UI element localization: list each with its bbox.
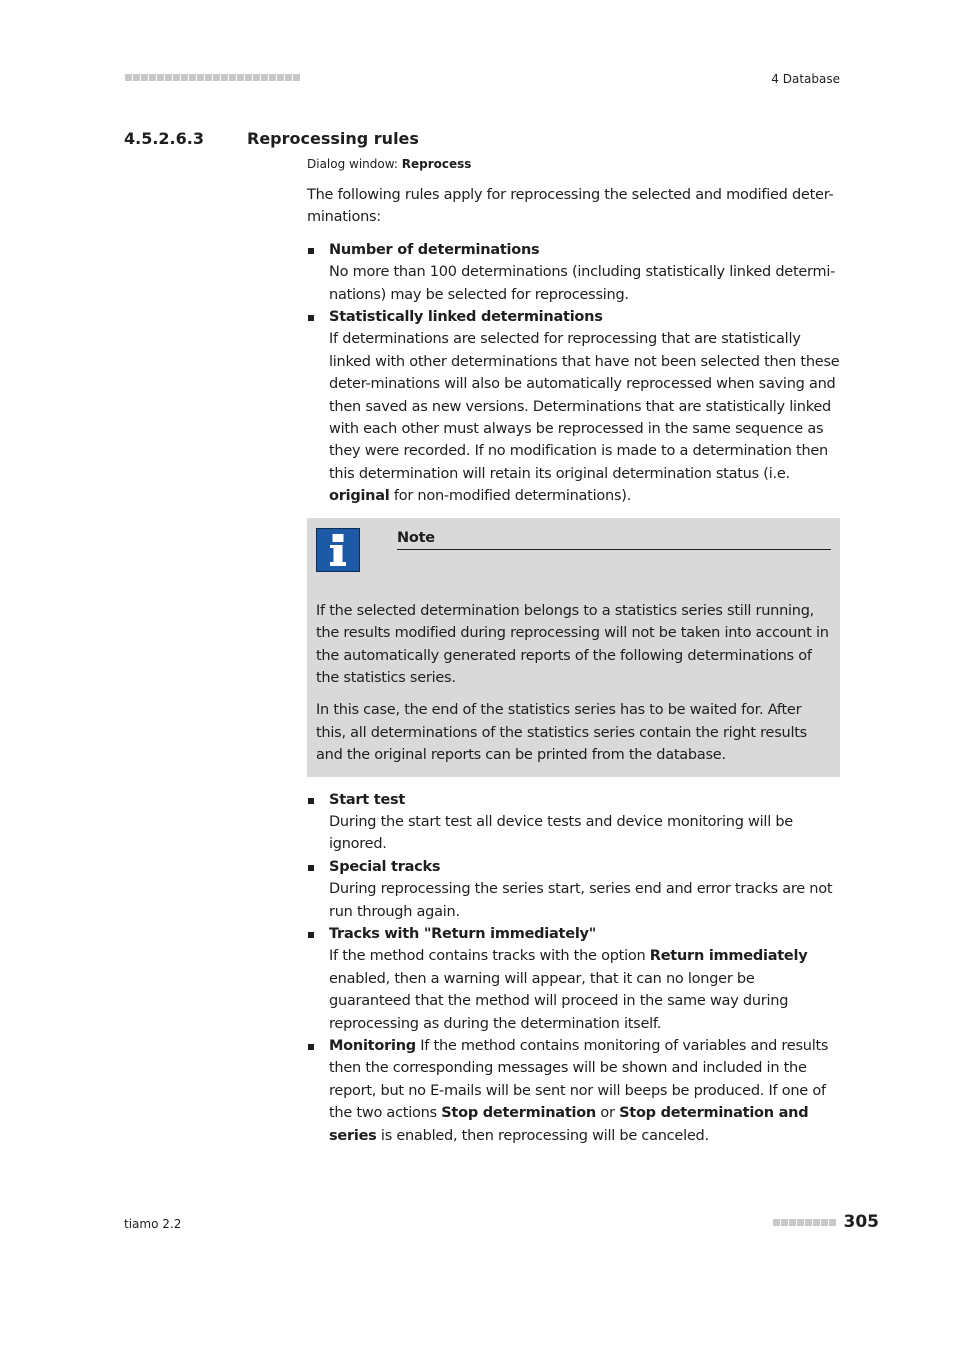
section-number: 4.5.2.6.3 [124, 129, 204, 148]
note-paragraph: If the selected determination belongs to a statistics series still running, the results modified during reprocessing will not be taken into account in the automatically generated reports of the following determinations of the statistics series. [316, 602, 829, 686]
header-chapter: 4 Database [771, 72, 840, 86]
note-paragraph: In this case, the end of the statistics series has to be waited for. After this, all determinations of the statistics series contain the right results and the original reports can be printed from the database. [316, 702, 807, 764]
rule-text-bold: Stop determination and series [329, 1105, 809, 1144]
header-decoration [125, 74, 300, 81]
list-item [307, 306, 840, 508]
rule-text-bold: original [329, 488, 390, 505]
rule-text-bold: Stop determination [441, 1105, 597, 1122]
rule-title: Tracks with "Return immediately" [329, 925, 597, 942]
rule-text: No more than 100 determinations (including statistically linked determi-nations) may be selected for reprocessing. [329, 264, 836, 303]
rule-text: If the method contains tracks with the option [329, 948, 650, 965]
note-header [316, 528, 831, 576]
rule-title: Monitoring [329, 1038, 416, 1054]
rules-list-top [307, 239, 840, 508]
rule-text: If the method contains monitoring of variables and results then the corresponding messages will be shown and included in the report, but no E-mails will be sent nor will beeps be produced. If one of the two actions [329, 1038, 829, 1122]
rule-title: Statistically linked determinations [329, 309, 603, 326]
dialog-name: Reprocess [401, 157, 472, 171]
note-title: Note [397, 528, 831, 550]
rule-text: During the start test all device tests and device monitoring will be ignored. [329, 813, 793, 853]
list-item [307, 789, 840, 856]
list-item [307, 1035, 840, 1147]
rule-text-bold: Return immediately [649, 948, 808, 965]
rule-title: Special tracks [329, 858, 441, 875]
intro-paragraph: The following rules apply for reprocessing the selected and modified deter-minations: [307, 187, 834, 226]
rule-title: Start test [329, 791, 406, 808]
rule-text: for non-modified determinations). [389, 488, 632, 505]
main-content [307, 184, 840, 1147]
rule-text: If determinations are selected for reprocessing that are statistically linked with other determinations that have not been selected then these deter-minations will also be automatically reprocessed when saving and then saved as new versions. Determinations that are statistically linked with each other must always be reprocessed in the same sequence as they were recorded. If no modification is made to a determination then this determination will retain its original determination status (i.e. [329, 331, 840, 482]
rule-text: is enabled, then reprocessing will be canceled. [376, 1127, 709, 1144]
footer-product: tiamo 2.2 [124, 1217, 182, 1231]
page-number: 305 [843, 1212, 879, 1232]
section-title: Reprocessing rules [247, 129, 419, 148]
list-item [307, 923, 840, 1035]
list-item [307, 239, 840, 306]
footer-decoration [773, 1219, 836, 1226]
rule-text: enabled, then a warning will appear, that it can no longer be guaranteed that the method will proceed in the same way during reprocessing as during the determination itself. [329, 970, 789, 1032]
info-icon [316, 528, 360, 572]
rule-text: During reprocessing the series start, series end and error tracks are not run through again. [329, 881, 833, 920]
dialog-prefix: Dialog window: [307, 157, 402, 171]
rule-text: or [596, 1105, 620, 1122]
rules-list-bottom [307, 789, 840, 1148]
note-box [307, 518, 840, 777]
dialog-window-line [307, 156, 471, 172]
list-item [307, 856, 840, 923]
rule-title: Number of determinations [329, 241, 540, 258]
